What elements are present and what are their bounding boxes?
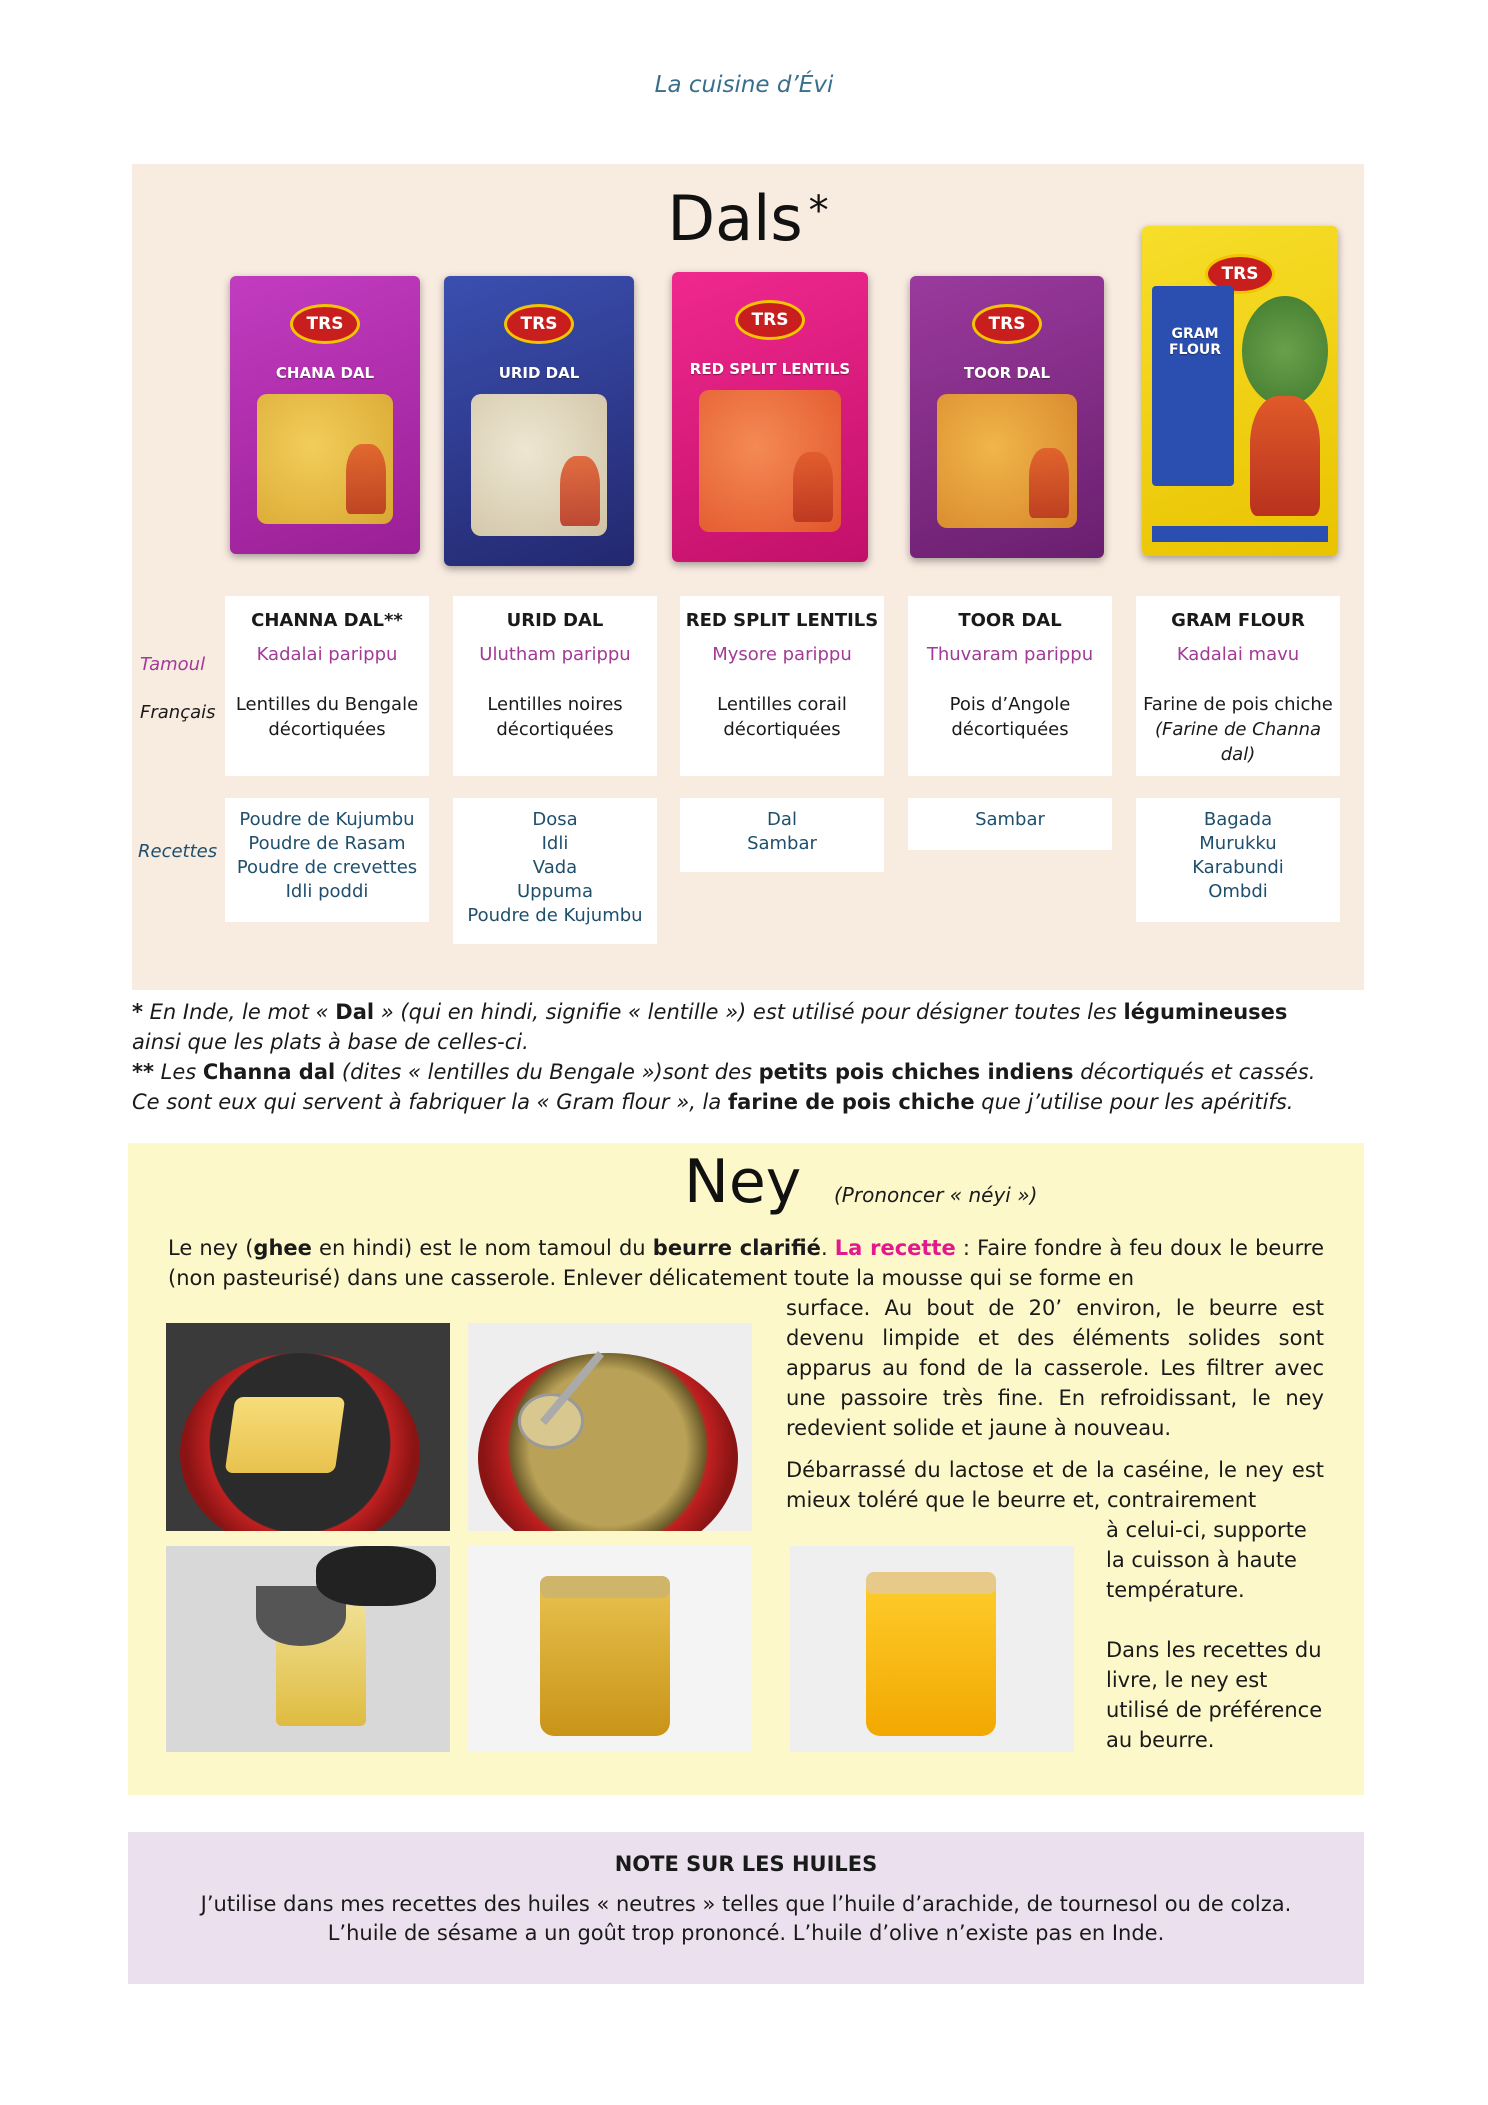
row-label-recettes: Recettes — [138, 841, 218, 862]
dals-panel — [132, 164, 1364, 990]
dal-name: RED SPLIT LENTILS — [685, 610, 879, 631]
ney-panel — [128, 1143, 1364, 1795]
recipes-card-urid — [453, 798, 657, 944]
row-label-francais: Français — [140, 702, 216, 723]
recipe-label: La recette — [834, 1236, 956, 1260]
ney-subtitle: (Prononcer « néyi ») — [834, 1183, 1038, 1207]
dal-tamoul-name: Ulutham parippu — [479, 644, 631, 665]
recipe-item: Poudre de Kujumbu — [467, 905, 643, 926]
recipe-item: Idli — [541, 833, 569, 854]
photo-jar-liquid — [468, 1546, 752, 1752]
recipe-item: Sambar — [747, 833, 817, 854]
recipe-item: Uppuma — [517, 881, 593, 902]
dal-french-name: Farine de pois chiche (Farine de Channa dal) — [1143, 694, 1333, 765]
dal-french-name: Pois d’Angole décortiquées — [949, 694, 1071, 740]
recipe-item: Idli poddi — [285, 881, 369, 902]
dal-name: GRAM FLOUR — [1171, 610, 1305, 631]
package-label: CHANA DAL — [275, 364, 375, 382]
package-gram-flour — [1142, 226, 1338, 556]
recipe-item: Vada — [532, 857, 578, 878]
dal-tamoul-name: Kadalai parippu — [256, 644, 398, 665]
dals-title-mark: * — [808, 188, 829, 234]
dal-french-name: Lentilles noires décortiquées — [487, 694, 623, 740]
ney-title: Ney — [684, 1147, 802, 1217]
footnote-channa-dal: ** Les Channa dal (dites « lentilles du Bengale »)sont des petits pois chiches indiens décortiqués et cassés. Ce sont eux qui servent à fabriquer la « Gram flour », la farine de pois chiche que j’utilise pour les apéritifs. — [132, 1060, 1316, 1114]
dal-french-name: Lentilles du Bengale décortiquées — [235, 694, 419, 740]
recipe-item: Ombdi — [1208, 881, 1268, 902]
row-label-tamoul: Tamoul — [140, 654, 206, 675]
note-panel — [128, 1832, 1364, 1984]
ney-paragraph-benefits: Débarrassé du lactose et de la caséine, le ney est mieux toléré que le beurre et, contrairement — [786, 1458, 1324, 1512]
photo-jar-solid — [790, 1546, 1074, 1752]
recipes-card-channa — [225, 798, 429, 922]
brand-logo-icon: TRS — [972, 304, 1042, 344]
dal-name: CHANNA DAL** — [251, 610, 403, 631]
note-text: J’utilise dans mes recettes des huiles « neutres » telles que l’huile d’arachide, de tournesol ou de colza. L’huile de sésame a un goût trop prononcé. L’huile d’olive n’existe pas en Inde. — [200, 1892, 1292, 1945]
note-title: NOTE SUR LES HUILES — [614, 1852, 878, 1876]
dal-name: TOOR DAL — [958, 610, 1062, 631]
brand-logo-icon: TRS — [1205, 254, 1275, 294]
recipe-item: Poudre de Rasam — [248, 833, 406, 854]
recipe-item: Murukku — [1199, 833, 1277, 854]
dal-card-urid — [453, 596, 657, 776]
ney-paragraph-benefits-end: à celui-ci, supporte la cuisson à haute température. — [1106, 1518, 1307, 1602]
dal-french-name: Lentilles corail décortiquées — [717, 694, 847, 740]
photo-filtering — [166, 1546, 450, 1752]
brand-logo-icon: TRS — [504, 304, 574, 344]
dals-title-text: Dals — [667, 182, 803, 255]
package-urid-dal — [444, 276, 634, 566]
recipe-item: Dosa — [532, 809, 578, 830]
package-label: RED SPLIT LENTILS — [689, 360, 851, 378]
recipe-item: Karabundi — [1192, 857, 1284, 878]
package-label: TOOR DAL — [963, 364, 1051, 382]
photo-butter-in-pan — [166, 1323, 450, 1531]
recipes-card-gram-flour — [1136, 798, 1340, 922]
photo-skimming-foam — [468, 1323, 752, 1531]
dal-tamoul-name: Thuvaram parippu — [926, 644, 1094, 665]
footnote-dal: * En Inde, le mot « Dal » (qui en hindi, signifie « lentille ») est utilisé pour désigner toutes les légumineuses ainsi que les plats à base de celles-ci. — [132, 1000, 1288, 1054]
ney-paragraph-intro: Le ney (ghee en hindi) est le nom tamoul du beurre clarifié. La recette : Faire fondre à feu doux le beurre (non pasteurisé) dans une casserole. Enlever délicatement toute la mousse qui se forme en — [168, 1236, 1324, 1290]
book-title: La cuisine d’Évi — [654, 72, 834, 98]
recipe-item: Bagada — [1203, 809, 1273, 830]
package-red-split-lentils — [672, 272, 868, 562]
recipe-item: Dal — [767, 809, 797, 830]
ney-paragraph-method: surface. Au bout de 20’ environ, le beurre est devenu limpide et des éléments solides sont apparus au fond de la casserole. Les filtrer avec une passoire très fine. En refroidissant, le ney redevient solide et jaune à nouveau. — [786, 1296, 1324, 1440]
dal-card-gram-flour — [1136, 596, 1340, 776]
brand-logo-icon: TRS — [735, 300, 805, 340]
recipe-item: Sambar — [975, 809, 1045, 830]
dal-card-red-split-lentils — [680, 596, 884, 776]
package-toor-dal — [910, 276, 1104, 558]
recipe-item: Poudre de crevettes — [236, 857, 418, 878]
recipe-item: Poudre de Kujumbu — [239, 809, 415, 830]
ney-paragraph-usage: Dans les recettes du livre, le ney est utilisé de préférence au beurre. — [1106, 1638, 1323, 1752]
dal-tamoul-name: Mysore parippu — [712, 644, 852, 665]
recipes-card-toor — [908, 798, 1112, 850]
package-label: GRAM FLOUR — [1168, 326, 1222, 358]
dal-card-toor — [908, 596, 1112, 776]
dal-name: URID DAL — [506, 610, 604, 631]
recipes-card-red-split-lentils — [680, 798, 884, 872]
package-chana-dal — [230, 276, 420, 554]
package-label: URID DAL — [498, 364, 580, 382]
dal-card-channa — [225, 596, 429, 776]
brand-logo-icon: TRS — [290, 304, 360, 344]
dal-tamoul-name: Kadalai mavu — [1176, 644, 1300, 665]
